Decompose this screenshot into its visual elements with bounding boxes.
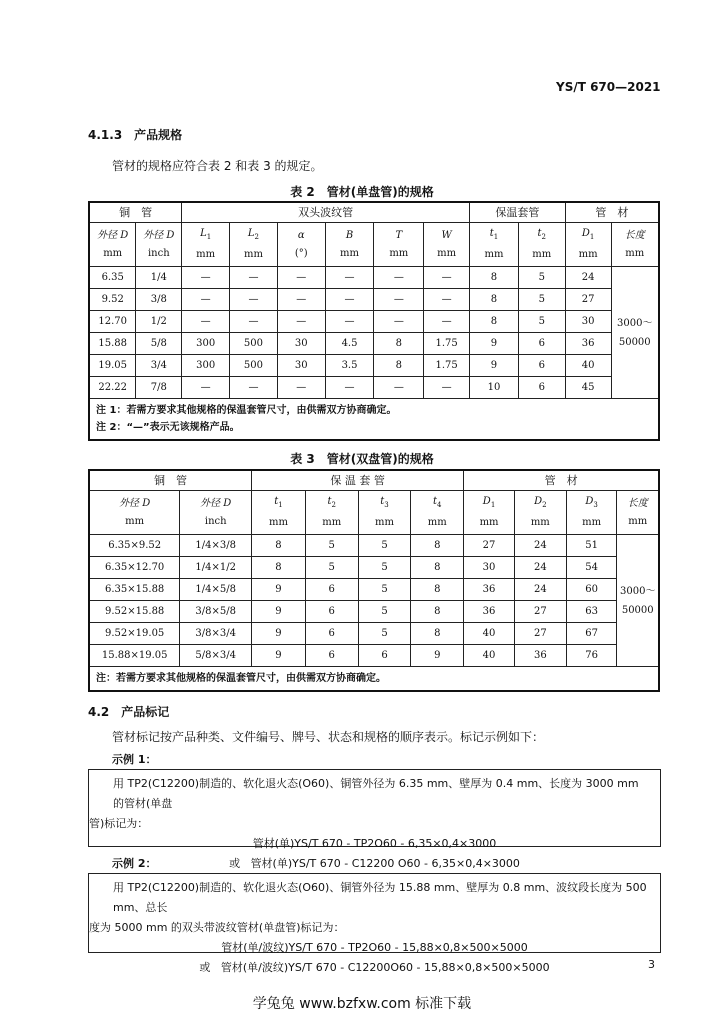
table2-col-header-9 — [518, 223, 565, 267]
table3-col-header-8 — [566, 491, 617, 535]
table-cell: 40 — [464, 645, 515, 667]
example2-box — [88, 873, 661, 974]
table-cell: 6 — [305, 623, 358, 645]
table-row — [89, 311, 659, 333]
table3-note: 注：若需方要求其他规格的保温套管尺寸，由供需双方协商确定。 — [89, 667, 659, 692]
table3 — [88, 469, 660, 692]
table-cell: 6 — [518, 355, 565, 377]
table3-group-copper: 铜 管 — [89, 470, 252, 491]
example2-mark1: 管材(单/波纹)YS/T 670 - TP2O60 - 15,88×0,8×500×5000 — [221, 941, 528, 954]
table-cell: — — [230, 267, 278, 289]
table3-col-header-9 — [617, 491, 659, 535]
table-cell: 30 — [464, 557, 515, 579]
table2-col-name: T — [395, 229, 403, 241]
table-cell: 36 — [565, 333, 611, 355]
table-cell: 6.35×15.88 — [89, 579, 180, 601]
table-cell: 6.35×9.52 — [89, 535, 180, 557]
table-cell: 8 — [470, 267, 519, 289]
table3-col-name: t — [433, 496, 438, 507]
table-cell: 6.35 — [89, 267, 136, 289]
footer-watermark: 学兔兔 www.bzfxw.com 标准下载 — [252, 996, 472, 1012]
table-row — [89, 645, 659, 667]
example2-mark2: 管材(单/波纹)YS/T 670 - C12200O60 - 15,88×0,8×500×5000 — [220, 961, 550, 974]
table-cell: 27 — [565, 289, 611, 311]
table-cell: 51 — [566, 535, 617, 557]
table-cell: 76 — [566, 645, 617, 667]
table-cell: — — [325, 377, 374, 399]
table-row — [89, 267, 659, 289]
table-cell: — — [277, 311, 325, 333]
table-cell: 300 — [182, 355, 230, 377]
table-cell: 8 — [411, 623, 464, 645]
table-cell: 5/8×3/4 — [180, 645, 252, 667]
table-cell: 5 — [305, 535, 358, 557]
table3-col-subscript: 3 — [593, 501, 598, 509]
table-cell: 1.75 — [424, 333, 470, 355]
table3-col-header-0 — [89, 491, 180, 535]
table-cell: 8 — [252, 557, 306, 579]
table-cell: 1.75 — [424, 355, 470, 377]
table-cell: 5 — [358, 623, 411, 645]
table-cell: — — [325, 267, 374, 289]
table-cell: — — [230, 289, 278, 311]
table-cell: 10 — [470, 377, 519, 399]
table2-col-subscript: 1 — [493, 233, 499, 241]
table3-col-subscript: 4 — [437, 501, 442, 509]
table2-col-unit: mm — [103, 247, 123, 259]
table3-col-name: D — [534, 496, 543, 507]
table2-column-header-row — [89, 223, 659, 267]
table3-col-unit: mm — [322, 517, 342, 528]
table-cell: 8 — [374, 355, 424, 377]
table2-col-unit: (°) — [294, 247, 308, 259]
table-cell: 6 — [358, 645, 411, 667]
example1-text-line2: 管)标记为： — [89, 817, 149, 830]
table-cell: 19.05 — [89, 355, 136, 377]
table3-col-unit: inch — [204, 515, 227, 527]
table2-col-unit: mm — [578, 249, 598, 260]
table-cell: 5/8 — [136, 333, 182, 355]
table-cell: — — [325, 311, 374, 333]
table2 — [88, 201, 660, 441]
example2-text-line1: 用 TP2(C12200)制造的、软化退火态(O60)、铜管外径为 15.88 mm、壁厚为 0.8 mm、波纹段长度为 500 mm、总长 — [113, 881, 647, 914]
table2-col-header-3 — [230, 223, 278, 267]
table2-col-header-10 — [565, 223, 611, 267]
table-cell: 6 — [305, 645, 358, 667]
table3-col-name: D — [585, 496, 594, 507]
table3-col-subscript: 2 — [331, 501, 336, 509]
table-cell: 5 — [518, 289, 565, 311]
table-cell: 40 — [464, 623, 515, 645]
example2-mark2-line — [89, 958, 660, 978]
table3-col-subscript: 3 — [384, 501, 389, 509]
table-cell: 3/8×3/4 — [180, 623, 252, 645]
table-cell: 300 — [182, 333, 230, 355]
table-cell: — — [424, 289, 470, 311]
table2-caption: 表 2 管材(单盘管)的规格 — [290, 185, 434, 199]
table2-group-copper: 铜 管 — [89, 202, 182, 223]
table-cell: 8 — [411, 579, 464, 601]
table-row — [89, 355, 659, 377]
table-cell: 9 — [252, 601, 306, 623]
table-cell: 5 — [518, 311, 565, 333]
table-cell: 15.88×19.05 — [89, 645, 180, 667]
table-cell: 6 — [305, 601, 358, 623]
table-cell: 3/4 — [136, 355, 182, 377]
table3-col-header-7 — [514, 491, 566, 535]
table-cell: 8 — [470, 289, 519, 311]
example1-mark2-line — [89, 854, 660, 874]
table3-caption: 表 3 管材(双盘管)的规格 — [290, 452, 434, 466]
table2-col-unit: inch — [147, 247, 170, 259]
table3-col-unit: mm — [582, 517, 602, 528]
table3-col-header-6 — [464, 491, 515, 535]
table-cell: 5 — [358, 579, 411, 601]
table-cell: 5 — [358, 535, 411, 557]
table3-col-name: D — [482, 496, 491, 507]
table3-col-unit: mm — [427, 517, 447, 528]
example2-text — [89, 874, 660, 938]
table-cell: 36 — [464, 601, 515, 623]
table-cell: 5 — [305, 557, 358, 579]
table-cell: 3.5 — [325, 355, 374, 377]
table3-col-subscript: 1 — [490, 501, 496, 509]
table2-col-name: B — [345, 229, 354, 241]
table-cell: 27 — [514, 623, 566, 645]
table-cell: 9 — [252, 645, 306, 667]
table2-col-name: α — [297, 229, 305, 241]
table3-col-name: 长度 — [627, 497, 648, 509]
table-row — [89, 377, 659, 399]
example1-text — [89, 770, 660, 834]
table-cell: — — [424, 377, 470, 399]
table3-col-name: 外径 D — [119, 497, 151, 509]
table-row — [89, 601, 659, 623]
table-cell: 9 — [470, 333, 519, 355]
table2-col-unit: mm — [484, 249, 504, 260]
table3-col-subscript: 1 — [278, 501, 283, 509]
table-cell: 67 — [566, 623, 617, 645]
table-cell: 9.52 — [89, 289, 136, 311]
table-cell: 27 — [464, 535, 515, 557]
table-cell: — — [424, 311, 470, 333]
table-cell: 22.22 — [89, 377, 136, 399]
table-cell: 9 — [252, 623, 306, 645]
table-cell: 1/4×3/8 — [180, 535, 252, 557]
table3-length-line1: 3000～ — [620, 585, 656, 597]
table2-col-header-4 — [277, 223, 325, 267]
table-cell: 24 — [565, 267, 611, 289]
table2-col-unit: mm — [243, 249, 263, 260]
table-cell: — — [277, 267, 325, 289]
page-number: 3 — [648, 958, 655, 971]
example1-or: 或 — [229, 857, 241, 870]
table-cell: 9.52×19.05 — [89, 623, 180, 645]
table2-col-header-0 — [89, 223, 136, 267]
table2-group-tube: 管 材 — [565, 202, 659, 223]
table-cell: 12.70 — [89, 311, 136, 333]
table-row — [89, 333, 659, 355]
example1-mark2: 管材(单)YS/T 670 - C12200 O60 - 6,35×0,4×3000 — [250, 857, 520, 870]
table-cell: — — [374, 377, 424, 399]
table-cell: 24 — [514, 579, 566, 601]
table-cell: — — [230, 311, 278, 333]
table-cell: 8 — [252, 535, 306, 557]
section-heading-4-1-3: 4.1.3 产品规格 — [88, 128, 183, 142]
table-cell: — — [182, 377, 230, 399]
table-cell: — — [277, 377, 325, 399]
table2-col-name: L — [247, 228, 255, 239]
table-cell: 30 — [565, 311, 611, 333]
table3-col-header-2 — [252, 491, 306, 535]
table-cell: 6.35×12.70 — [89, 557, 180, 579]
table-cell: 6 — [518, 333, 565, 355]
table-cell: 3/8×5/8 — [180, 601, 252, 623]
table2-col-name: L — [200, 228, 207, 239]
table-cell: 30 — [277, 355, 325, 377]
table3-column-header-row — [89, 491, 659, 535]
table2-col-subscript: 1 — [589, 233, 595, 241]
table-cell: 30 — [277, 333, 325, 355]
table-cell: — — [182, 289, 230, 311]
section-heading-4-2: 4.2 产品标记 — [88, 705, 170, 719]
table2-length-line2: 50000 — [618, 336, 651, 348]
table3-col-header-3 — [305, 491, 358, 535]
table3-col-unit: mm — [375, 517, 394, 528]
table-cell: 5 — [358, 601, 411, 623]
table2-col-name: 长度 — [624, 229, 645, 241]
table-cell: — — [374, 311, 424, 333]
table2-col-name: W — [441, 229, 452, 241]
table2-col-unit: mm — [196, 249, 216, 260]
table2-length-line1: 3000～ — [617, 317, 653, 329]
table3-length-line2: 50000 — [621, 604, 654, 616]
table-row — [89, 623, 659, 645]
table-cell: 60 — [566, 579, 617, 601]
table-cell: — — [182, 267, 230, 289]
table3-col-subscript: 2 — [542, 501, 547, 509]
table2-notes — [89, 399, 659, 441]
table-cell: — — [374, 289, 424, 311]
table2-col-subscript: 2 — [254, 233, 259, 241]
table3-col-unit: mm — [628, 515, 648, 527]
table2-col-subscript: 2 — [541, 233, 547, 241]
table3-group-tube: 管 材 — [464, 470, 659, 491]
table-cell: 500 — [230, 333, 278, 355]
table-row — [89, 557, 659, 579]
table3-group-header-row — [89, 470, 659, 491]
table-cell: 9 — [470, 355, 519, 377]
table-cell: 8 — [411, 557, 464, 579]
standard-number: YS/T 670—2021 — [556, 80, 661, 94]
table-cell: 6 — [305, 579, 358, 601]
table-cell: 9 — [411, 645, 464, 667]
table-cell: — — [277, 289, 325, 311]
table-row — [89, 535, 659, 557]
table-cell: 36 — [514, 645, 566, 667]
table-cell: 9.52×15.88 — [89, 601, 180, 623]
table-cell: 36 — [464, 579, 515, 601]
example1-text-line1: 用 TP2(C12200)制造的、软化退火态(O60)、铜管外径为 6.35 mm、壁厚为 0.4 mm、长度为 3000 mm 的管材(单盘 — [113, 777, 639, 810]
table-cell: 9 — [252, 579, 306, 601]
table2-col-subscript: 1 — [206, 233, 212, 241]
table-cell: 8 — [411, 601, 464, 623]
table2-col-name: 外径 D — [97, 229, 129, 241]
table2-col-unit: mm — [625, 247, 645, 259]
table3-col-unit: mm — [479, 517, 499, 528]
table2-length-value — [611, 267, 659, 399]
table3-col-unit: mm — [530, 517, 550, 528]
table3-col-name: t — [274, 496, 279, 507]
table-cell: 7/8 — [136, 377, 182, 399]
table-cell: 5 — [518, 267, 565, 289]
table-cell: 1/4×5/8 — [180, 579, 252, 601]
table-cell: 54 — [566, 557, 617, 579]
table-cell: — — [325, 289, 374, 311]
table-cell: 40 — [565, 355, 611, 377]
table2-col-header-11 — [611, 223, 659, 267]
table3-col-header-4 — [358, 491, 411, 535]
table-cell: 1/4×1/2 — [180, 557, 252, 579]
table-cell: 45 — [565, 377, 611, 399]
table2-col-unit: mm — [389, 247, 409, 259]
table3-group-insulation: 保 温 套 管 — [252, 470, 464, 491]
table2-col-header-1 — [136, 223, 182, 267]
table-cell: 8 — [411, 535, 464, 557]
table3-col-unit: mm — [125, 515, 145, 527]
table2-note-1: 注 1：若需方要求其他规格的保温套管尺寸，由供需双方协商确定。 — [96, 405, 397, 416]
table2-col-unit: mm — [532, 249, 552, 260]
table3-col-header-5 — [411, 491, 464, 535]
table2-col-header-2 — [182, 223, 230, 267]
table2-note-row — [89, 399, 659, 441]
example1-label: 示例 1： — [112, 753, 157, 766]
table2-col-name: 外径 D — [143, 229, 175, 241]
table-cell: 3/8 — [136, 289, 182, 311]
table-cell: — — [230, 377, 278, 399]
table-cell: — — [182, 311, 230, 333]
table-cell: 1/2 — [136, 311, 182, 333]
table-cell: — — [424, 267, 470, 289]
table-cell: 24 — [514, 557, 566, 579]
example2-or: 或 — [199, 961, 211, 974]
table-cell: 500 — [230, 355, 278, 377]
table2-col-name: D — [581, 228, 590, 239]
example2-text-line2: 度为 5000 mm 的双头带波纹管材(单盘管)标记为： — [89, 921, 345, 934]
table2-col-name: t — [537, 228, 542, 239]
table2-note-2: 注 2：“—”表示无该规格产品。 — [96, 422, 240, 433]
table-cell: 1/4 — [136, 267, 182, 289]
table-cell: 24 — [514, 535, 566, 557]
section-4-2-paragraph: 管材标记按产品种类、文件编号、牌号、状态和规格的顺序表示。标记示例如下： — [112, 730, 545, 744]
table3-col-name: t — [327, 496, 332, 507]
table3-col-name: t — [380, 496, 385, 507]
table-cell: 27 — [514, 601, 566, 623]
table2-col-header-5 — [325, 223, 374, 267]
table3-length-value — [617, 535, 659, 667]
table2-col-unit: mm — [340, 247, 359, 259]
table-cell: 4.5 — [325, 333, 374, 355]
table2-col-header-6 — [374, 223, 424, 267]
table3-col-header-1 — [180, 491, 252, 535]
example1-mark1: 管材(单)YS/T 670 - TP2O60 - 6,35×0,4×3000 — [252, 837, 497, 850]
table2-col-header-7 — [424, 223, 470, 267]
example2-label: 示例 2： — [112, 857, 157, 870]
table-cell: 6 — [518, 377, 565, 399]
table-cell: — — [374, 267, 424, 289]
table-cell: 63 — [566, 601, 617, 623]
table2-col-header-8 — [470, 223, 519, 267]
table-cell: 5 — [358, 557, 411, 579]
table2-col-unit: mm — [437, 247, 457, 259]
table-cell: 15.88 — [89, 333, 136, 355]
table2-group-corrugated: 双头波纹管 — [182, 202, 470, 223]
table2-col-name: t — [489, 228, 494, 239]
table3-col-name: 外径 D — [200, 497, 232, 509]
table-row — [89, 579, 659, 601]
section-paragraph: 管材的规格应符合表 2 和表 3 的规定。 — [112, 159, 323, 173]
table-cell: 8 — [470, 311, 519, 333]
table2-group-header-row — [89, 202, 659, 223]
table3-note-row — [89, 667, 659, 692]
table2-group-insulation: 保温套管 — [470, 202, 566, 223]
table3-col-unit: mm — [269, 517, 288, 528]
table-row — [89, 289, 659, 311]
table-cell: 8 — [374, 333, 424, 355]
